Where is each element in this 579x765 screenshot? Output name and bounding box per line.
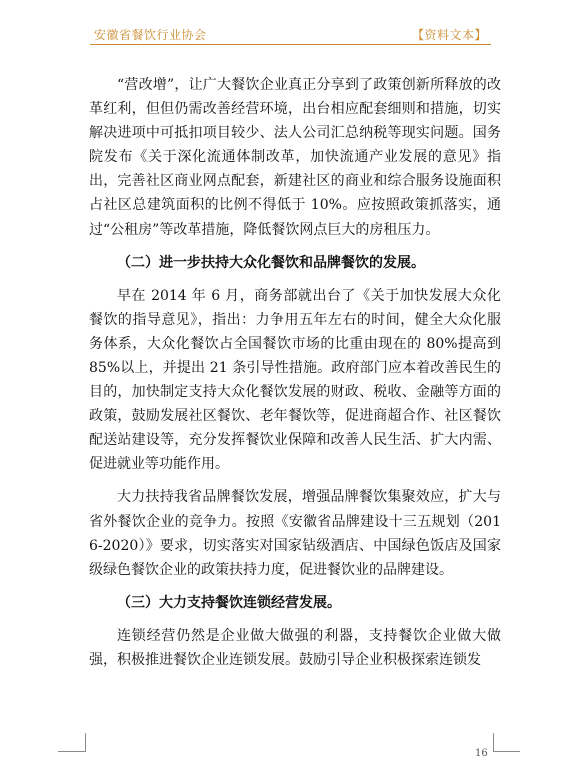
paragraph-tax-reform: “营改增”，让广大餐饮企业真正分享到了政策创新所释放的改革红利，但但仍需改善经营环境，出台相应配套细则和措施，切实解决进项中可抵扣项目较少、法人公司汇总纳税等现实问题。国务院发布《关于深化流通体制改革，加快流通产业发展的意见》指出，完善社区商业网点配套，新建社区的商业和综合服务设施面积占社区总建筑面积的比例不得低于 10%。应按照政策抓落实，通过“公租房”等改革措施，降低餐饮网点巨大的房租压力。 [89, 77, 501, 238]
header-section-tag: 【资料文本】 [411, 28, 487, 42]
heading-section-3: （三）大力支持餐饮连锁经营发展。 [117, 594, 341, 611]
paragraph-brand-catering: 大力扶持我省品牌餐饮发展，增强品牌餐饮集聚效应，扩大与省外餐饮企业的竞争力。按照《安徽省品牌建设十三五规划（2016-2020）》要求，切实落实对国家钻级酒店、中国绿色饭店及国家级绿色餐饮企业的政策扶持力度，促进餐饮业的品牌建设。 [89, 489, 501, 578]
heading-section-2: （二）进一步扶持大众化餐饮和品牌餐饮的发展。 [117, 254, 425, 271]
page-number: 16 [475, 748, 488, 759]
paragraph-chain-operation: 连锁经营仍然是企业做大做强的利器，支持餐饮企业做大做强，积极推进餐饮企业连锁发展。鼓励引导企业积极探索连锁发 [89, 627, 501, 668]
crop-mark-right [493, 733, 520, 752]
document-body [89, 73, 501, 681]
crop-mark-left [58, 733, 86, 752]
header-organization: 安徽省餐饮行业协会 [94, 28, 207, 42]
paragraph-mass-catering: 早在 2014 年 6 月，商务部就出台了《关于加快发展大众化餐饮的指导意见》，指出：力争用五年左右的时间，健全大众化服务体系，大众化餐饮占全国餐饮市场的比重由现在的 80%提高到 85%以上，并提出 21 条引导性措施。政府部门应本着改善民生的目的，加快制定支持大众化餐饮发展的财政、税收、金融等方面的政策，鼓励发展社区餐饮、老年餐饮等，促进商超合作、社区餐饮配送站建设等，充分发挥餐饮业保障和改善人民生活、扩大内需、促进就业等功能作用。 [89, 287, 501, 473]
header-rule [90, 44, 491, 45]
